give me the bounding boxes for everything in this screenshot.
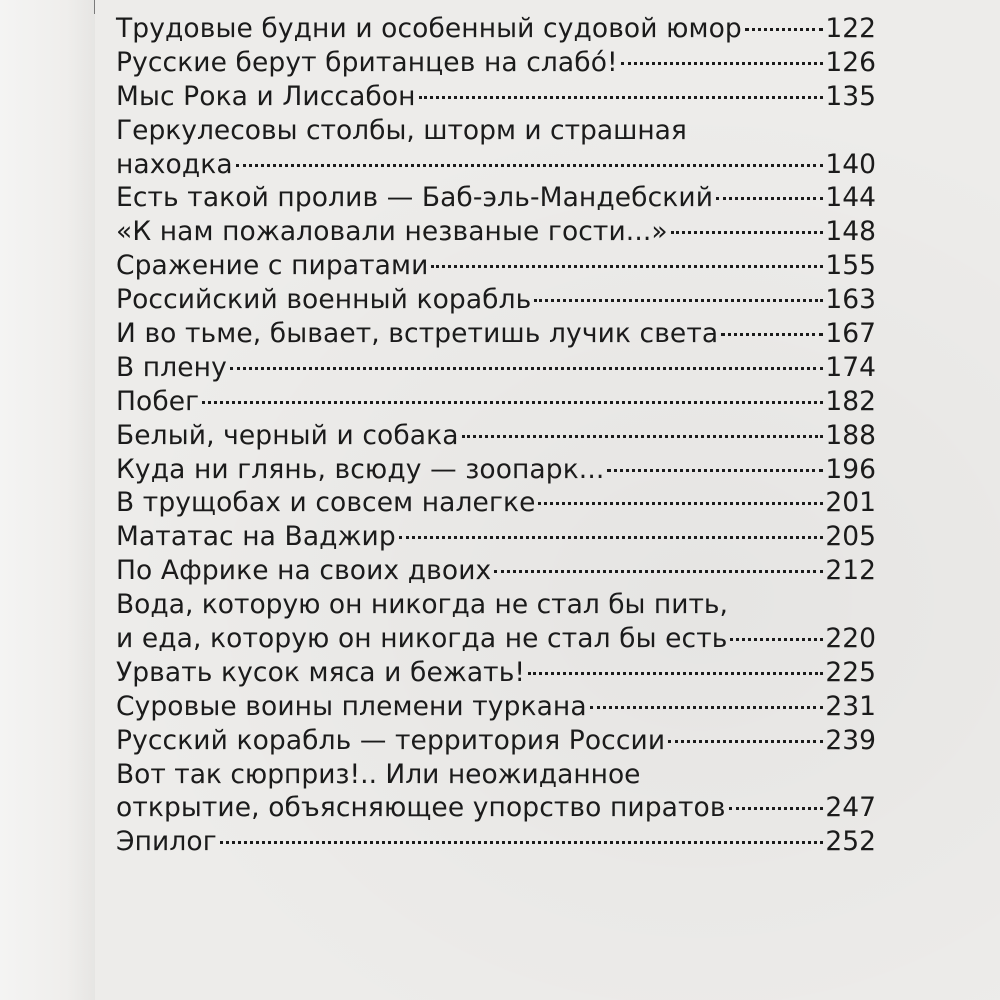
dot-leader [590,706,824,709]
toc-entry [116,181,876,215]
toc-entry-title: и еда, которую он никогда не стал бы есть [116,623,728,655]
toc-entry-title: Урвать кусок мяса и бежать! [116,656,526,688]
toc-page-number: 167 [825,318,876,350]
toc-entry-title: Мыс Рока и Лиссабон [116,80,416,112]
toc-page-number: 225 [825,656,876,688]
toc-entry [116,317,876,351]
toc-entry-title: находка [116,148,233,180]
toc-entry [116,12,876,46]
dot-leader [534,299,823,302]
toc-page-number: 231 [825,690,876,722]
toc-entry [116,385,876,419]
dot-leader [729,807,824,810]
page-margin-left [0,0,95,1000]
toc-entry-title-line: Геркулесовы столбы, шторм и страшная [116,114,687,146]
toc-page-number: 140 [825,148,876,180]
dot-leader [431,265,823,268]
toc-entry-title: открытие, объясняющее упорство пиратов [116,792,726,824]
toc-page-number: 155 [825,250,876,282]
toc-page-number: 126 [825,46,876,78]
toc-entry [116,486,876,520]
dot-leader [236,164,824,167]
dot-leader [716,197,823,200]
dot-leader [538,502,823,505]
toc-entry-title: Русский корабль — территория России [116,724,666,756]
toc-entry [116,622,876,656]
toc-page-number: 220 [825,623,876,655]
toc-entry [116,520,876,554]
toc-page-number: 135 [825,80,876,112]
toc-page-number: 252 [825,826,876,858]
toc-entry [116,351,876,385]
dot-leader [621,62,824,65]
dot-leader [462,435,824,438]
toc-entry-title: По Африке на своих двоих [116,555,492,587]
toc-entry-title: Куда ни глянь, всюду — зоопарк... [116,453,605,485]
toc-page-number: 247 [825,792,876,824]
toc-entry-title: Побег [116,385,200,417]
toc-page-number: 163 [825,284,876,316]
toc-entry-title: Российский военный корабль [116,284,532,316]
toc-page-number: 174 [825,351,876,383]
toc-entry-title: В трущобах и совсем налегке [116,487,536,519]
toc-entry [116,453,876,487]
toc-entry-title: «К нам пожаловали незваные гости...» [116,216,668,248]
dot-leader [494,570,823,573]
toc-entry-title-line: Вот так сюрприз!.. Или неожиданное [116,758,641,790]
toc-entry [116,419,876,453]
toc-entry-title: Белый, черный и собака [116,419,459,451]
toc-entry-title: Русские берут британцев на слабó! [116,46,618,78]
dot-leader [230,367,824,370]
toc-entry [116,554,876,588]
dot-leader [220,841,824,844]
toc-entry [116,80,876,114]
toc-entry [116,690,876,724]
toc-entry [116,283,876,317]
toc-entry-title: Эпилог [116,826,217,858]
toc-page-number: 148 [825,216,876,248]
toc-page-number: 188 [825,419,876,451]
toc-entry-title: Мататас на Ваджир [116,521,396,553]
toc-page-number: 205 [825,521,876,553]
dot-leader [419,96,824,99]
toc-entry [116,46,876,80]
toc-entry [116,249,876,283]
toc-page-number: 196 [825,453,876,485]
toc-page-number: 182 [825,385,876,417]
dot-leader [202,401,823,404]
dot-leader [721,333,823,336]
toc-entry [116,724,876,758]
dot-leader [399,536,824,539]
dot-leader [528,672,823,675]
toc-entry-title: Есть такой пролив — Баб-эль-Мандебский [116,182,714,214]
toc-entry [116,825,876,859]
toc-entry [116,656,876,690]
dot-leader [671,231,824,234]
toc-entry-title: В плену [116,351,227,383]
dot-leader [745,28,824,31]
toc-entry-title: Сражение с пиратами [116,250,429,282]
toc-entry [116,215,876,249]
dot-leader [668,740,823,743]
toc-entry-title-line: Вода, которую он никогда не стал бы пить, [116,589,728,621]
toc-entry [116,791,876,825]
toc-page-number: 144 [825,182,876,214]
toc-entry-title: И во тьме, бывает, встретишь лучик света [116,318,719,350]
toc-page-number: 212 [825,555,876,587]
dot-leader [730,638,823,641]
toc-entry-title: Трудовые будни и особенный судовой юмор [116,13,742,44]
toc-page-number: 239 [825,724,876,756]
toc-page-number: 201 [825,487,876,519]
toc-page-number: 122 [825,13,876,44]
toc-entry [116,148,876,182]
page-edge-mark [94,0,95,14]
table-of-contents [116,12,876,859]
toc-entry-title: Суровые воины племени туркана [116,690,587,722]
dot-leader [607,469,823,472]
